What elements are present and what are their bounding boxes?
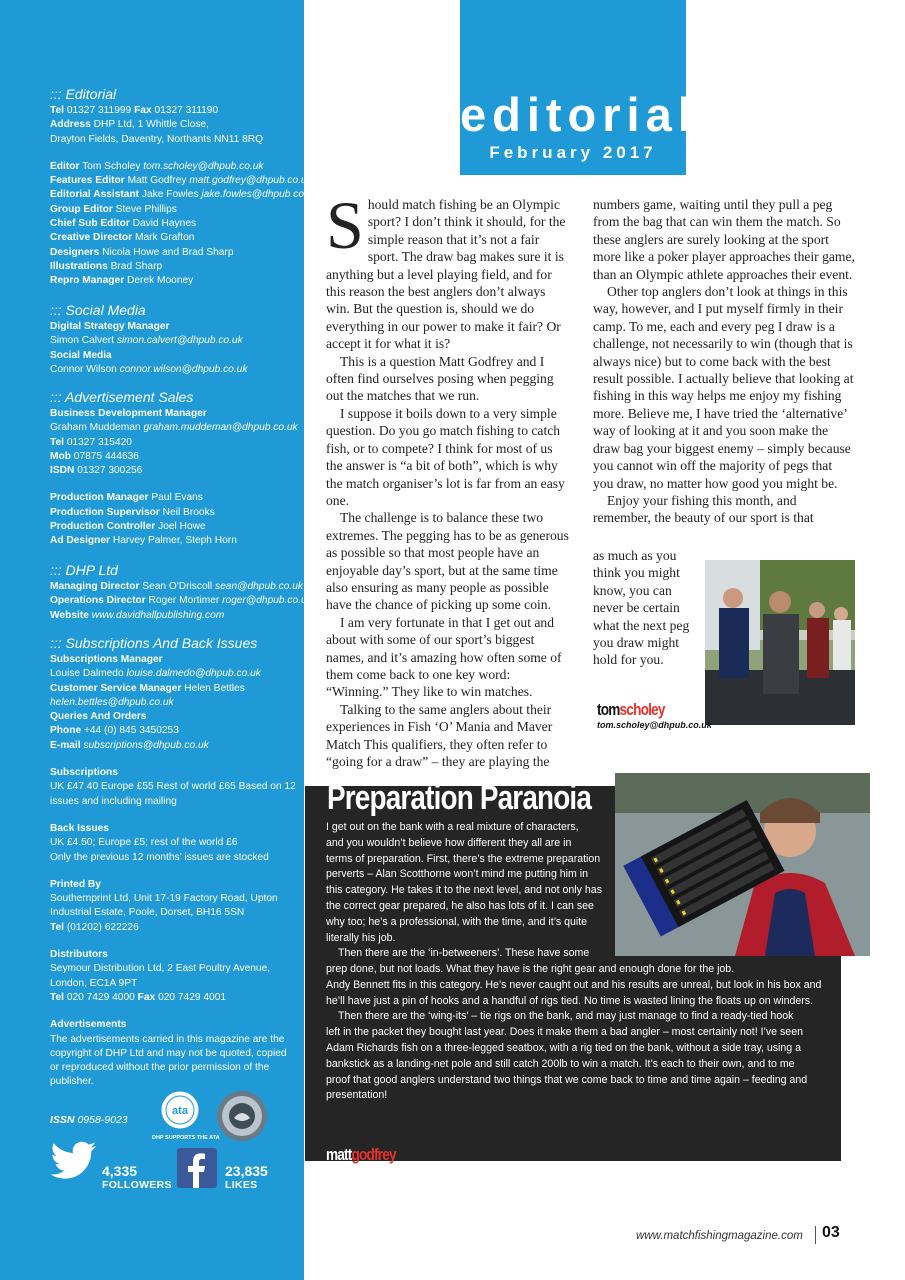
advertisements-text: copyright of DHP Ltd and may not be quoted, copied — [50, 1047, 287, 1059]
staff-name: Derek Mooney — [127, 275, 194, 287]
boxout-line: this category. He takes it to the next level, and not only has — [326, 884, 602, 897]
staff-name: Steve Phillips — [115, 203, 177, 215]
staff-role: Business Development Manager — [50, 408, 207, 419]
address-label: Address — [50, 119, 91, 131]
signature-last-name: scholey — [619, 700, 665, 719]
boxout-line: Andy Bennett fits in this category. He’s never caught out and his results are unreal, but look in his box and — [326, 978, 822, 991]
tel-label: Tel — [50, 436, 64, 448]
boxout-photo — [615, 773, 870, 956]
signature-matt — [326, 1146, 443, 1173]
advertisements-text: or reproduced without the prior permission of the — [50, 1062, 270, 1074]
boxout-line: proof that good anglers understand two things that we come back to time and time again – feeding and — [326, 1073, 808, 1086]
staff-name: Sean O'Driscoll — [142, 581, 213, 592]
staff-name: Nicola Howe and Brad Sharp — [102, 246, 234, 258]
staff-role: Queries And Orders — [50, 711, 147, 723]
website-label: Website — [50, 609, 89, 621]
paragraph: I suppose it boils down to a very simple question. Do you go match fishing to catch fish, or to compete? I think for most of us the answer is “a bit of both”, which is why the match organiser’s lot is far from an easy one. — [326, 405, 565, 508]
boxout-line: he’ll have just a pin of hooks and a handful of rigs tied. No time is wasted lining the floats up on winders. — [326, 994, 814, 1007]
boxout-line: prep done, but not loads. What they have is the right gear and enough done for the job. — [326, 963, 735, 975]
paragraph: numbers game, waiting until they pull a peg from the bag that can win them the match. So these anglers are surely looking at the sport more like a poker player approaches their game, than an Olympic athlete approaches their event. — [593, 197, 855, 282]
subscriptions-heading: Subscriptions — [50, 767, 118, 779]
facebook-label: LIKES — [225, 1179, 258, 1191]
staff-email[interactable]: sean@dhpub.co.uk — [215, 581, 303, 592]
staff-role: Production Supervisor — [50, 506, 160, 518]
tel-label: Tel — [50, 105, 64, 116]
staff-name: Brad Sharp — [110, 260, 163, 272]
staff-role: Repro Manager — [50, 275, 125, 287]
isdn-label: ISDN — [50, 465, 75, 477]
staff-list — [50, 160, 318, 289]
staff-role: Group Editor — [50, 203, 113, 215]
paragraph: The challenge is to balance these two extremes. The pegging has to be as generous as possible so that most people have an enjoyable day’s sport, but at the same time also ensuring as many people as possible have the chance of picking up some coin. — [326, 510, 569, 613]
anglers-photo — [705, 560, 855, 725]
staff-name: Graham Muddeman — [50, 422, 141, 434]
boxout-line: Then there are the ‘wing-its’ – tie rigs on the bank, and may just manage to find a ready-tied hook — [338, 1010, 794, 1023]
masthead-sidebar — [0, 0, 318, 1280]
staff-role: Production Controller — [50, 521, 156, 533]
signature-tom — [597, 700, 712, 730]
ad-sales-section — [50, 389, 298, 549]
staff-email[interactable]: connor.wilson@dhpub.co.uk — [119, 363, 248, 375]
boxout-line: why too; he’s a professional, with the time, and it’s quite — [326, 915, 588, 928]
staff-role: Designers — [50, 246, 100, 258]
staff-role: Production Manager — [50, 492, 149, 504]
social-media-section — [50, 302, 295, 377]
email-label: E-mail — [50, 739, 81, 751]
fax-value: 01327 311190 — [154, 105, 219, 116]
footer-url[interactable]: www.matchfishingmagazine.com — [636, 1230, 803, 1242]
printed-heading: Printed By — [50, 878, 101, 890]
section-title: editorial — [460, 88, 697, 141]
footer-divider — [815, 1226, 816, 1244]
paragraph: This is a question Matt Godfrey and I often find ourselves posing when pegging out the matches that we run. — [326, 353, 554, 404]
mob-value: 07875 444636 — [73, 450, 139, 462]
staff-row — [50, 217, 295, 231]
staff-name: Mark Grafton — [134, 232, 195, 244]
staff-name: David Haynes — [132, 218, 197, 230]
staff-email[interactable]: simon.calvert@dhpub.co.uk — [116, 335, 243, 347]
boxout-title: Preparation Paranoia — [327, 779, 592, 817]
address-line: DHP Ltd, 1 Whittle Close, — [93, 119, 209, 131]
staff-name: Helen Bettles — [184, 682, 245, 694]
boxout-wide-text — [326, 962, 831, 1104]
page-number: 03 — [822, 1224, 840, 1241]
advertisements-text: The advertisements carried in this magazine are the — [50, 1033, 285, 1045]
staff-email[interactable]: louise.dalmedo@dhpub.co.uk — [126, 668, 261, 680]
tel-value: 01327 315420 — [66, 436, 132, 448]
ata-caption: DHP SUPPORTS THE ATA — [152, 1135, 220, 1141]
paragraph: as much as you think you might know, you can never be certain what the next peg you draw might hold for you. — [593, 548, 690, 668]
distributors-heading: Distributors — [50, 949, 108, 961]
paragraph: Talking to the same anglers about their experiences in Fish ‘O’ Mania and Maver Match This qualifiers, they often refer to “going for a draw” – they are playing the — [326, 701, 553, 769]
signature-first-name: tom — [597, 700, 620, 719]
ata-badge-icon — [216, 1090, 268, 1142]
paragraph: Other top anglers don’t look at things in this way, however, and I put myself firmly in their camp. To me, each and every peg I draw is a challenge, not necessarily to win (though that is always nice) but to come back with the best result possible. I actually believe that looking at fishing in this way helps me enjoy my fishing more. Believe me, I have tried the ‘alternative’ way of looking at it and you soon make the draw bag your biggest enemy – simply because you cannot win off the majority of pegs that you draw, no matter how good you might be. — [593, 284, 854, 491]
social-heading: ::: Social Media — [50, 302, 146, 318]
staff-role: Creative Director — [50, 232, 133, 244]
editorial-column-1 — [326, 187, 572, 770]
staff-role: Subscriptions Manager — [50, 654, 163, 665]
staff-row — [50, 231, 295, 245]
signature-email[interactable]: matt.godfrey@dhpub.co.uk — [326, 1163, 443, 1173]
boxout-line: I get out on the bank with a real mixture of characters, — [326, 821, 579, 833]
boxout-line: Then there are the ‘in-betweeners’. These have some — [338, 947, 590, 960]
staff-name: Simon Calvert — [50, 335, 114, 347]
staff-email[interactable]: graham.muddeman@dhpub.co.uk — [143, 422, 298, 434]
twitter-count: 4,335 — [102, 1163, 138, 1179]
issue-date: February 2017 — [489, 143, 657, 162]
twitter-label: FOLLOWERS — [102, 1179, 172, 1191]
facebook-count: 23,835 — [225, 1163, 268, 1179]
boxout-line: left in the packet they bought last year. Does it make them a bad angler – most certainly not! I’ve seen — [326, 1026, 803, 1039]
tel-label: Tel — [50, 991, 64, 1003]
staff-role: Chief Sub Editor — [50, 218, 130, 230]
phone-label: Phone — [50, 725, 82, 737]
staff-email[interactable]: matt.godfrey@dhpub.co.uk — [189, 175, 312, 187]
svg-text:ata: ata — [172, 1105, 188, 1117]
boxout-line: bankstick as a landing-net pole and still catch 200lb to win a match. It’s each to their own, and to me — [326, 1057, 795, 1070]
distributors-text: Seymour Distribution Ltd, 2 East Poultry Avenue, — [50, 963, 271, 975]
paragraph: Enjoy your fishing this month, and remember, the beauty of our sport is that — [593, 492, 814, 526]
drop-cap: S — [326, 187, 364, 263]
ad-sales-heading: ::: Advertisement Sales — [50, 389, 194, 405]
staff-name: Jake Fowles — [141, 189, 199, 201]
back-issues-text: Only the previous 12 months’ issues are stocked — [50, 851, 269, 863]
staff-name: Paul Evans — [151, 492, 203, 504]
boxout-line: the correct gear prepared, he also has lots of it. I can see — [326, 899, 594, 912]
tel-label: Tel — [50, 921, 64, 933]
subs-heading: ::: Subscriptions And Back Issues — [50, 635, 258, 651]
staff-name: Tom Scholey — [82, 160, 141, 172]
paragraph-text: hould match fishing be an Olympic sport? I don’t think it should, for the simple reason that it’s not a fair sport. The draw bag makes sure it is anything but a level playing field, and for this reason the best anglers don’t always win. But the question is, should we do everything in our power to make it fair? Or accept it for what it is? — [326, 197, 566, 352]
staff-name: Joel Howe — [158, 521, 206, 533]
boxout-narrow-text — [326, 820, 611, 962]
distributors-text: London, EC1A 9PT — [50, 977, 138, 989]
dhp-section — [50, 562, 312, 623]
staff-name: Louise Dalmedo — [50, 668, 124, 680]
editorial-heading: ::: Editorial — [50, 86, 117, 102]
boxout-line: terms of preparation. First, there’s the extreme preparation — [326, 852, 601, 865]
advertisements-text: publisher. — [50, 1076, 94, 1088]
staff-name: Connor Wilson — [50, 363, 117, 375]
staff-role: Ad Designer — [50, 535, 111, 547]
staff-row — [50, 274, 295, 288]
staff-email[interactable]: tom.scholey@dhpub.co.uk — [143, 160, 264, 172]
printed-text: Southernprint Ltd, Unit 17-19 Factory Road, Upton — [50, 893, 278, 905]
phone-value: +44 (0) 845 3450253 — [83, 725, 179, 737]
staff-row — [50, 188, 318, 202]
staff-role: Illustrations — [50, 260, 108, 272]
staff-row — [50, 246, 295, 260]
printed-text: Industrial Estate, Poole, Dorset, BH16 5SN — [50, 907, 245, 919]
staff-email[interactable]: helen.bettles@dhpub.co.uk — [50, 696, 174, 708]
subscriptions-text: issues and including mailing — [50, 795, 177, 807]
boxout-line: and you wouldn’t believe how different they all are in — [326, 836, 572, 849]
staff-email[interactable]: jake.fowles@dhpub.co.uk — [201, 189, 318, 201]
issn — [50, 1114, 128, 1126]
back-issues-text: UK £4.50; Europe £5; rest of the world £6 — [50, 837, 238, 849]
staff-name: Harvey Palmer, Steph Horn — [112, 535, 237, 547]
twitter-icon[interactable] — [50, 1140, 98, 1182]
staff-role: Managing Director — [50, 581, 140, 592]
boxout-line: literally his job. — [326, 931, 396, 944]
signature-first-name: matt — [326, 1145, 352, 1164]
subscriptions-text: UK £47.40 Europe £55 Rest of world £65 Based on 12 — [50, 781, 296, 793]
mob-label: Mob — [50, 450, 71, 462]
section-title-box — [460, 0, 697, 175]
staff-name: Matt Godfrey — [127, 175, 187, 187]
social-stats — [50, 1140, 295, 1200]
issn-label: ISSN — [50, 1114, 75, 1126]
staff-name: Roger Mortimer — [148, 595, 220, 607]
boxout-line: perverts – Alan Scotthorne won’t mind me putting him in — [326, 868, 589, 881]
staff-role: Features Editor — [50, 175, 125, 187]
staff-role: Digital Strategy Manager — [50, 321, 170, 332]
editorial-column-2 — [593, 196, 855, 527]
facebook-icon[interactable] — [177, 1148, 217, 1188]
staff-email[interactable]: roger@dhpub.co.uk — [222, 595, 312, 607]
tel-value: 01327 311999 — [66, 105, 132, 116]
staff-role: Customer Service Manager — [50, 682, 182, 694]
fax-label: Fax — [137, 991, 156, 1003]
fax-value: 020 7429 4001 — [158, 991, 227, 1003]
tel-value: (01202) 622226 — [66, 921, 139, 933]
fax-label: Fax — [134, 105, 152, 116]
tel-value: 020 7429 4000 — [66, 991, 135, 1003]
advertisements-heading: Advertisements — [50, 1019, 127, 1031]
issn-value: 0958-9023 — [77, 1114, 128, 1126]
dhp-heading: ::: DHP Ltd — [50, 562, 118, 578]
signature-email[interactable]: tom.scholey@dhpub.co.uk — [597, 720, 712, 730]
staff-email[interactable]: subscriptions@dhpub.co.uk — [83, 739, 209, 751]
isdn-value: 01327 300256 — [77, 465, 143, 477]
paragraph — [326, 187, 572, 353]
editorial-section — [50, 86, 318, 289]
subscriptions-section — [50, 635, 295, 1090]
editorial-column-2-wrap — [593, 547, 693, 669]
staff-role: Social Media — [50, 349, 112, 361]
paragraph: I am very fortunate in that I get out and about with some of our sport’s biggest names, and it’s amazing how often some of them come back to one key word: “Winning.” They like to win matches. — [326, 614, 562, 700]
staff-row — [50, 260, 295, 274]
boxout-line: Adam Richards fish on a three-legged seatbox, with a rig tied on the bank, without a side tray, using a — [326, 1041, 802, 1054]
staff-role: Editor — [50, 160, 80, 172]
website-link[interactable]: www.davidhallpublishing.com — [91, 609, 225, 621]
staff-role: Operations Director — [50, 595, 146, 607]
ata-logo — [160, 1090, 200, 1130]
staff-row — [50, 174, 312, 188]
address-line: Drayton Fields, Daventry, Northants NN11 8RQ — [50, 133, 264, 145]
staff-row — [50, 160, 295, 174]
staff-row — [50, 203, 295, 217]
staff-name: Neil Brooks — [162, 506, 215, 518]
back-issues-heading: Back Issues — [50, 822, 109, 834]
staff-role: Editorial Assistant — [50, 189, 140, 201]
boxout-line: presentation! — [326, 1089, 388, 1102]
signature-last-name: godfrey — [351, 1145, 396, 1164]
